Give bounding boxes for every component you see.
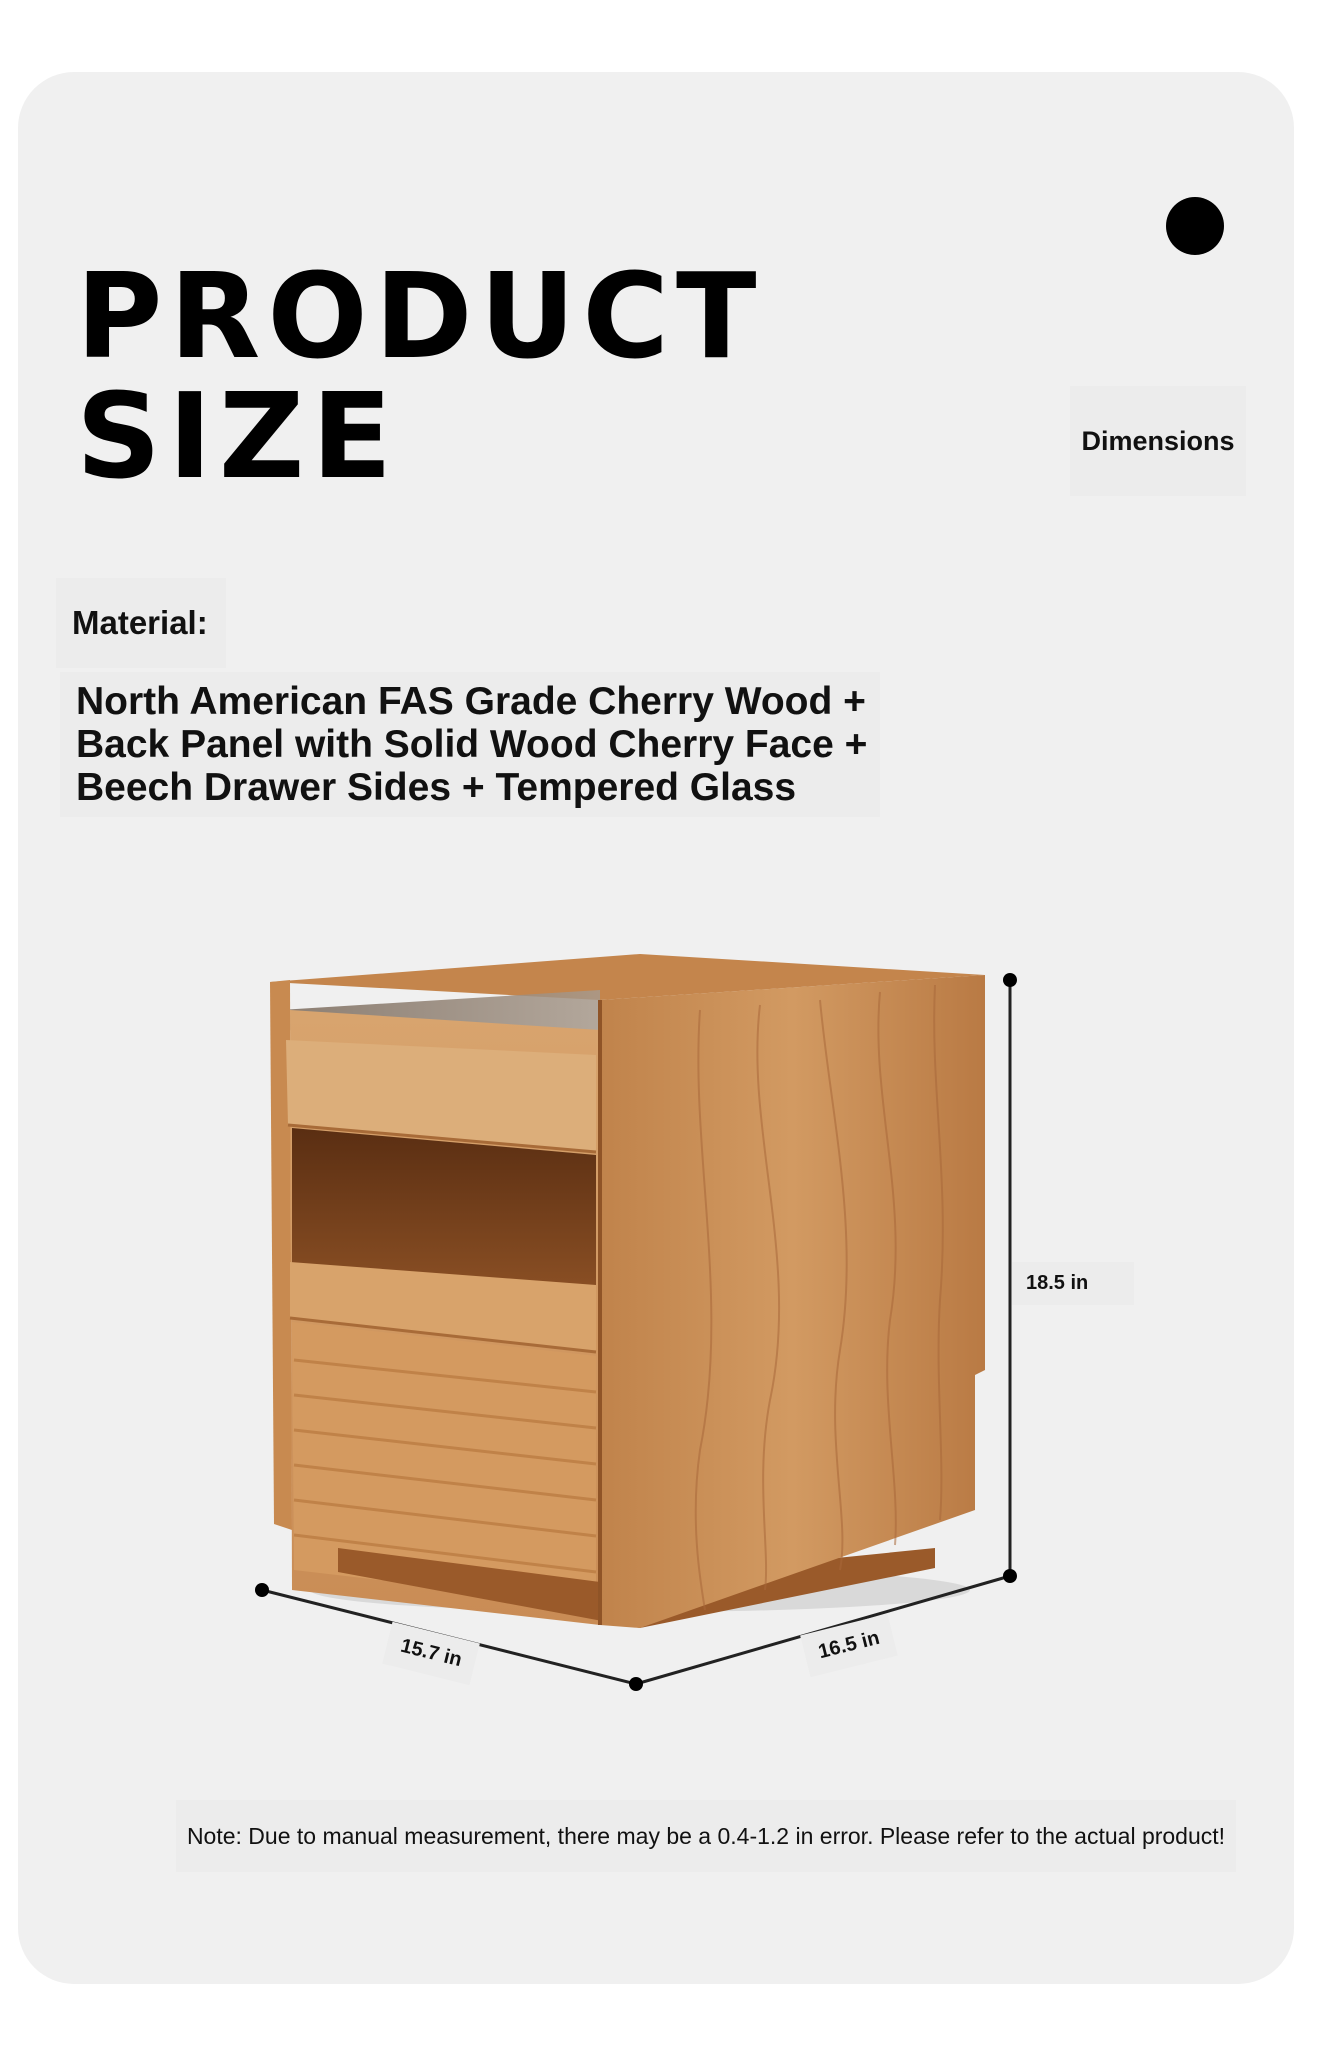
material-line: Back Panel with Solid Wood Cherry Face +: [76, 723, 868, 766]
material-label: Material:: [56, 578, 226, 668]
material-line: Beech Drawer Sides + Tempered Glass: [76, 766, 797, 809]
height-label: 18.5 in: [1012, 1262, 1134, 1305]
dimensions-tag: Dimensions: [1070, 386, 1246, 496]
measurement-note: Note: Due to manual measurement, there may be a 0.4-1.2 in error. Please refer to the actual product!: [176, 1800, 1236, 1872]
right-side-panel: [600, 975, 985, 1628]
width-label: 15.7 in: [382, 1622, 480, 1686]
title-line-2: SIZE: [76, 367, 400, 505]
material-line: North American FAS Grade Cherry Wood +: [76, 680, 866, 723]
depth-label: 16.5 in: [800, 1614, 898, 1678]
title-line-1: PRODUCT: [76, 247, 764, 385]
